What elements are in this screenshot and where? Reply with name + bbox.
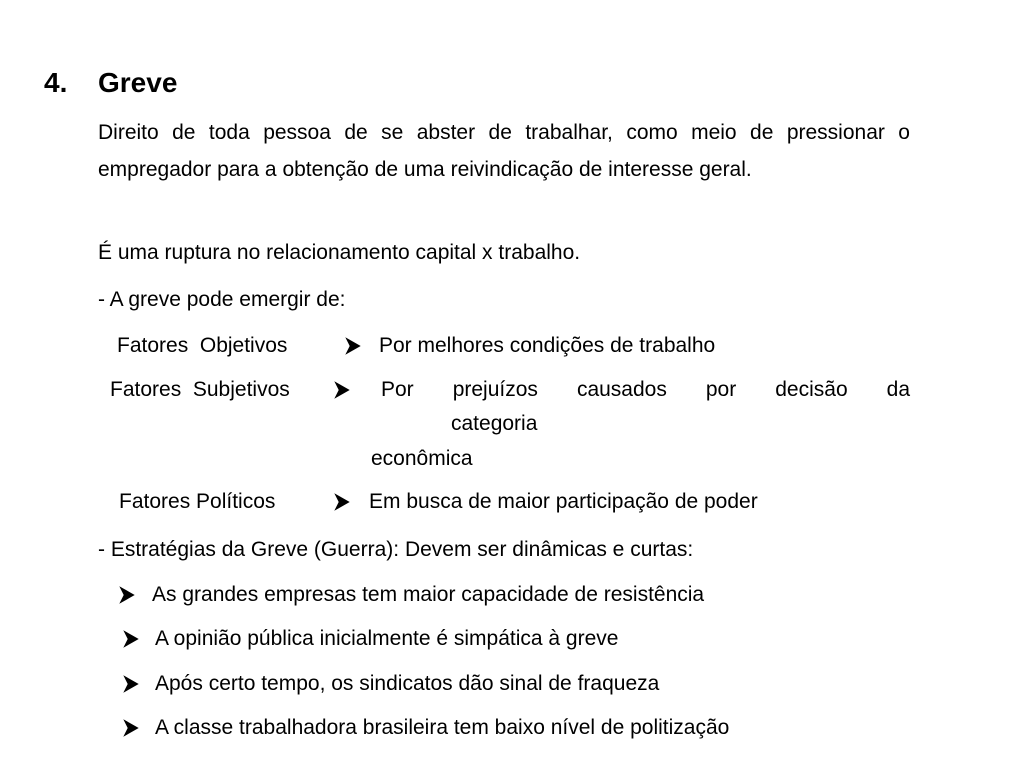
description-word: da bbox=[886, 378, 910, 401]
description-word: prejuízos bbox=[452, 378, 538, 401]
heading-title: Greve bbox=[98, 67, 178, 98]
factor-objective-label: Fatores Objetivos bbox=[117, 334, 288, 357]
arrow-bullet-icon bbox=[120, 673, 142, 695]
strategy-item: As grandes empresas tem maior capacidade de resistência bbox=[152, 583, 705, 606]
arrow-bullet-icon bbox=[116, 584, 138, 606]
arrow-bullet-icon bbox=[120, 628, 142, 650]
factor-subjective-label: Fatores Subjetivos bbox=[110, 378, 290, 401]
description-word: por bbox=[705, 378, 737, 401]
description-word: Por bbox=[381, 378, 414, 401]
arrow-bullet-icon bbox=[120, 717, 142, 739]
heading-number: 4. bbox=[44, 67, 68, 98]
factor-subjective-description-line2: categoria bbox=[451, 412, 538, 435]
description-word: decisão bbox=[775, 378, 848, 401]
factor-political-description: Em busca de maior participação de poder bbox=[369, 490, 758, 513]
strategy-item: Após certo tempo, os sindicatos dão sinal de fraqueza bbox=[155, 672, 660, 695]
factor-objective-description: Por melhores condições de trabalho bbox=[379, 334, 716, 357]
strategies-intro: - Estratégias da Greve (Guerra): Devem ser dinâmicas e curtas: bbox=[98, 538, 694, 561]
factor-political-label: Fatores Políticos bbox=[119, 490, 276, 513]
description-word: causados bbox=[576, 378, 667, 401]
strategy-item: A opinião pública inicialmente é simpática à greve bbox=[155, 627, 619, 650]
factor-subjective-description-line1 bbox=[381, 377, 910, 403]
arrow-bullet-icon bbox=[331, 379, 353, 401]
strategy-item: A classe trabalhadora brasileira tem baixo nível de politização bbox=[155, 716, 730, 739]
factor-subjective-description-line3: econômica bbox=[371, 447, 473, 470]
emerge-intro: - A greve pode emergir de: bbox=[98, 288, 346, 311]
rupture-text: É uma ruptura no relacionamento capital x trabalho. bbox=[98, 241, 581, 264]
definition-paragraph: Direito de toda pessoa de se abster de trabalhar, como meio de pressionar o empregador para a obtenção de uma reivindicação de interesse geral. bbox=[98, 121, 910, 181]
arrow-bullet-icon bbox=[331, 491, 353, 513]
arrow-bullet-icon bbox=[342, 335, 364, 357]
